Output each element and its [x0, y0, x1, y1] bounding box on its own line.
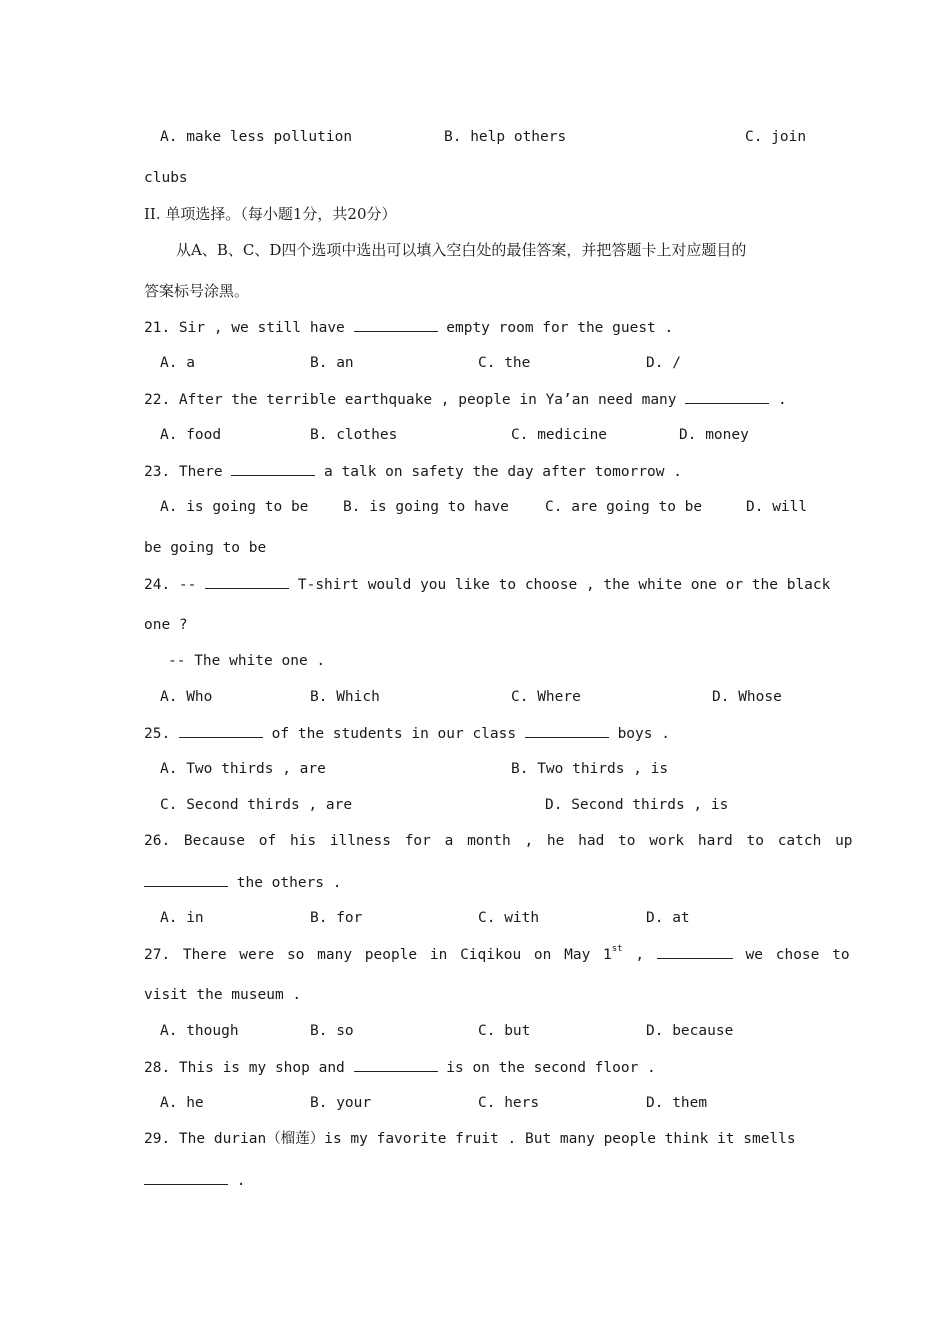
answer-blank	[179, 723, 263, 738]
answer-blank	[205, 574, 289, 589]
q25-option-b: B. Two thirds , is	[511, 761, 669, 777]
answer-blank	[685, 389, 769, 404]
q27-option-a: A. though	[160, 1023, 239, 1039]
question-28-stem-end: is on the second floor .	[446, 1060, 656, 1076]
q21-option-a: A. a	[160, 355, 195, 371]
q21-option-d: D. /	[646, 355, 681, 371]
q27-option-b: B. so	[310, 1023, 354, 1039]
question-27-stem-end: we chose to	[745, 947, 850, 963]
prev-option-a: A. make less pollution	[160, 129, 353, 145]
q24-option-b: B. Which	[310, 689, 380, 705]
question-24-continued: one ?	[144, 617, 188, 633]
q25-option-d: D. Second thirds , is	[545, 797, 729, 813]
question-24-stem-end: T-shirt would you like to choose , the white one or the black	[297, 577, 831, 593]
question-21-stem: 21. Sir , we still have	[144, 320, 345, 336]
question-25	[144, 723, 670, 744]
question-24	[144, 574, 830, 595]
q25-option-a: A. Two thirds , are	[160, 761, 326, 777]
question-22-stem-end: .	[777, 392, 787, 408]
question-22	[144, 389, 787, 410]
answer-blank	[144, 872, 228, 887]
answer-blank	[354, 1057, 438, 1072]
question-26-continued	[144, 872, 342, 893]
section-instruction-line1: 从A、B、C、D四个选项中选出可以填入空白处的最佳答案，并把答题卡上对应题目的	[176, 241, 747, 259]
question-22-stem: 22. After the terrible earthquake , people in Ya’an need many	[144, 392, 677, 408]
question-28	[144, 1057, 656, 1078]
prev-option-b: B. help others	[444, 129, 567, 145]
question-29: 29. The durian（榴莲）is my favorite fruit . But many people think it smells	[144, 1131, 796, 1147]
q26-option-b: B. for	[310, 910, 363, 926]
q22-option-d: D. money	[679, 427, 749, 443]
answer-blank	[144, 1170, 228, 1185]
answer-blank	[231, 461, 315, 476]
question-27-stem: 27. There were so many people in Ciqikou on May 1	[144, 947, 612, 963]
answer-blank	[657, 944, 733, 959]
q21-option-b: B. an	[310, 355, 354, 371]
question-25-stem: of the students in our class	[271, 726, 517, 742]
q22-option-c: C. medicine	[511, 427, 608, 443]
question-23-stem: 23. There	[144, 464, 223, 480]
question-27-continued: visit the museum .	[144, 987, 302, 1003]
q28-option-c: C. hers	[478, 1095, 540, 1111]
q23-option-b: B. is going to have	[343, 499, 509, 515]
prev-option-c: C. join	[745, 129, 807, 145]
answer-blank	[525, 723, 609, 738]
question-23	[144, 461, 682, 482]
q23-option-d-continued: be going to be	[144, 540, 267, 556]
section-instruction-line2: 答案标号涂黑。	[144, 282, 250, 300]
question-24-stem: 24. --	[144, 577, 197, 593]
question-26-stem-end: the others .	[236, 875, 342, 891]
q22-option-b: B. clothes	[310, 427, 398, 443]
q27-option-c: C. but	[478, 1023, 531, 1039]
ordinal-suffix: st	[611, 944, 623, 954]
q23-option-c: C. are going to be	[545, 499, 703, 515]
q24-option-a: A. Who	[160, 689, 213, 705]
question-21-stem-end: empty room for the guest .	[446, 320, 674, 336]
question-27	[144, 944, 850, 965]
q23-option-d: D. will	[746, 499, 808, 515]
question-25-number: 25.	[144, 726, 171, 742]
q23-option-a: A. is going to be	[160, 499, 309, 515]
q28-option-d: D. them	[646, 1095, 708, 1111]
q28-option-b: B. your	[310, 1095, 372, 1111]
question-26: 26. Because of his illness for a month , he had to work hard to catch up	[144, 833, 853, 849]
question-24-reply: -- The white one .	[168, 653, 326, 669]
question-21	[144, 317, 673, 338]
question-29-continued	[144, 1170, 245, 1191]
answer-blank	[354, 317, 438, 332]
q27-option-d: D. because	[646, 1023, 734, 1039]
q22-option-a: A. food	[160, 427, 222, 443]
q25-option-c: C. Second thirds , are	[160, 797, 353, 813]
question-23-stem-end: a talk on safety the day after tomorrow .	[324, 464, 682, 480]
question-27-comma: ,	[635, 947, 645, 963]
q21-option-c: C. the	[478, 355, 531, 371]
q28-option-a: A. he	[160, 1095, 204, 1111]
q26-option-d: D. at	[646, 910, 690, 926]
section-title: II. 单项选择。（每小题1分，共20分）	[144, 205, 397, 223]
q24-option-d: D. Whose	[712, 689, 782, 705]
question-25-stem-end: boys .	[617, 726, 670, 742]
question-28-stem: 28. This is my shop and	[144, 1060, 345, 1076]
q26-option-c: C. with	[478, 910, 540, 926]
prev-option-c-continued: clubs	[144, 170, 188, 186]
q24-option-c: C. Where	[511, 689, 581, 705]
q26-option-a: A. in	[160, 910, 204, 926]
question-29-stem-end: .	[236, 1173, 246, 1189]
